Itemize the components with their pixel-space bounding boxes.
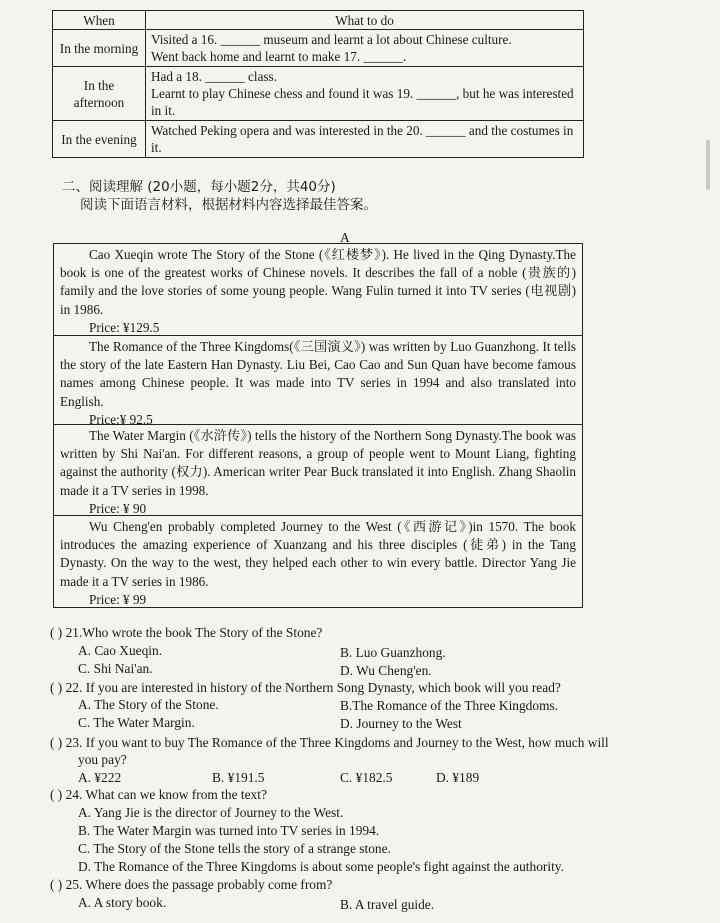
question-stem: ( ) 25. Where does the passage probably come from? [50,877,333,892]
table-header-row [53,11,584,30]
book-entry [54,244,582,336]
row-what [146,67,584,121]
book-text: The Water Margin (《水浒传》) tells the history of the Northern Song Dynasty.The book was written by Shi Nai'an. For different reasons, a group of people went to Mount Liang, fighting against the authority (权力). American writer Pear Buck translated it into English. Zhang Shaolin made it a TV series in 1998. [60,428,576,498]
row-what [146,121,584,158]
option[interactable]: A. ¥222 [78,770,122,785]
header-when: When [53,11,146,30]
section-instruction: 阅读下面语言材料，根据材料内容选择最佳答案。 [80,197,377,213]
option[interactable]: B. A travel guide. [340,897,435,912]
book-entry [54,425,582,516]
section-title: 二、阅读理解 (20小题，每小题2分，共40分) [62,179,336,195]
row-when: In the afternoon [53,67,146,121]
question-stem: ( ) 24. What can we know from the text? [50,787,267,802]
option[interactable]: A. Yang Jie is the director of Journey to the West. [78,805,344,820]
row-line: Went back home and learnt to make 17. ______. [151,49,407,64]
option[interactable]: B. ¥191.5 [212,770,265,785]
book-entry [54,336,582,425]
row-what [146,30,584,67]
book-entry [54,516,582,609]
option[interactable]: D. Journey to the West [340,716,462,731]
question-stem: ( ) 22. If you are interested in history of the Northern Song Dynasty, which book will you read? [50,680,561,695]
option[interactable]: D. ¥189 [436,770,480,785]
question-stem: ( ) 21.Who wrote the book The Story of the Stone? [50,625,323,640]
option[interactable]: C. The Story of the Stone tells the story of a strange stone. [78,841,391,856]
book-text: The Romance of the Three Kingdoms(《三国演义》) was written by Luo Guanzhong. It tells the story of the late Eastern Han Dynasty. Liu Bei, Cao Cao and Sun Quan have become famous names among Chinese people. It was made into TV series in 1994 and also translated into English. [60,339,576,409]
question-stem: ( ) 23. If you want to buy The Romance of the Three Kingdoms and Journey to the West, how much will [50,735,609,750]
row-line: Learnt to play Chinese chess and found it was 19. ______, but he was interested in it. [151,86,574,118]
option[interactable]: B.The Romance of the Three Kingdoms. [340,698,559,713]
header-what: What to do [146,11,584,30]
book-text: Cao Xueqin wrote The Story of the Stone (《红楼梦》). He lived in the Qing Dynasty.The book is one of the greatest works of Chinese novels. It describes the fall of a noble (贵族的) family and the love stories of some young people. Wang Fulin turned it into TV series (电视剧) in 1986. [60,247,576,317]
passage-label: A [340,230,350,245]
option[interactable]: C. Shi Nai'an. [78,661,153,676]
book-price: Price: ¥ 90 [89,500,147,516]
book-text: Wu Cheng'en probably completed Journey to the West (《西游记》)in 1570. The book introduces the amazing experience of Xuanzang and his three disciples (徒弟) in the Tang Dynasty. On the way to the west, they helped each other to win every battle. Director Yang Jie made it a TV series in 1986. [60,519,576,589]
books-box [53,243,583,608]
book-price: Price: ¥ 99 [89,591,147,607]
table-row [53,121,584,158]
row-when: In the evening [53,121,146,158]
schedule-table [52,10,584,158]
option[interactable]: B. The Water Margin was turned into TV series in 1994. [78,823,380,838]
option[interactable]: A. Cao Xueqin. [78,643,163,658]
book-price: Price:¥ 92.5 [89,411,153,427]
option[interactable]: B. Luo Guanzhong. [340,645,446,660]
book-price: Price: ¥129.5 [89,319,160,335]
option[interactable]: D. The Romance of the Three Kingdoms is about some people's fight against the authority. [78,859,564,874]
option[interactable]: D. Wu Cheng'en. [340,663,432,678]
row-line: Watched Peking opera and was interested in the 20. ______ and the costumes in it. [151,123,574,155]
option[interactable]: C. ¥182.5 [340,770,393,785]
scrollbar-thumb[interactable] [706,140,710,190]
row-line: Visited a 16. ______ museum and learnt a lot about Chinese culture. [151,32,512,47]
table-row [53,67,584,121]
table-row [53,30,584,67]
option[interactable]: C. The Water Margin. [78,715,195,730]
row-when: In the morning [53,30,146,67]
option[interactable]: A. The Story of the Stone. [78,697,219,712]
option[interactable]: A. A story book. [78,895,167,910]
row-line: Had a 18. ______ class. [151,69,277,84]
question-stem-continued: you pay? [78,752,127,767]
